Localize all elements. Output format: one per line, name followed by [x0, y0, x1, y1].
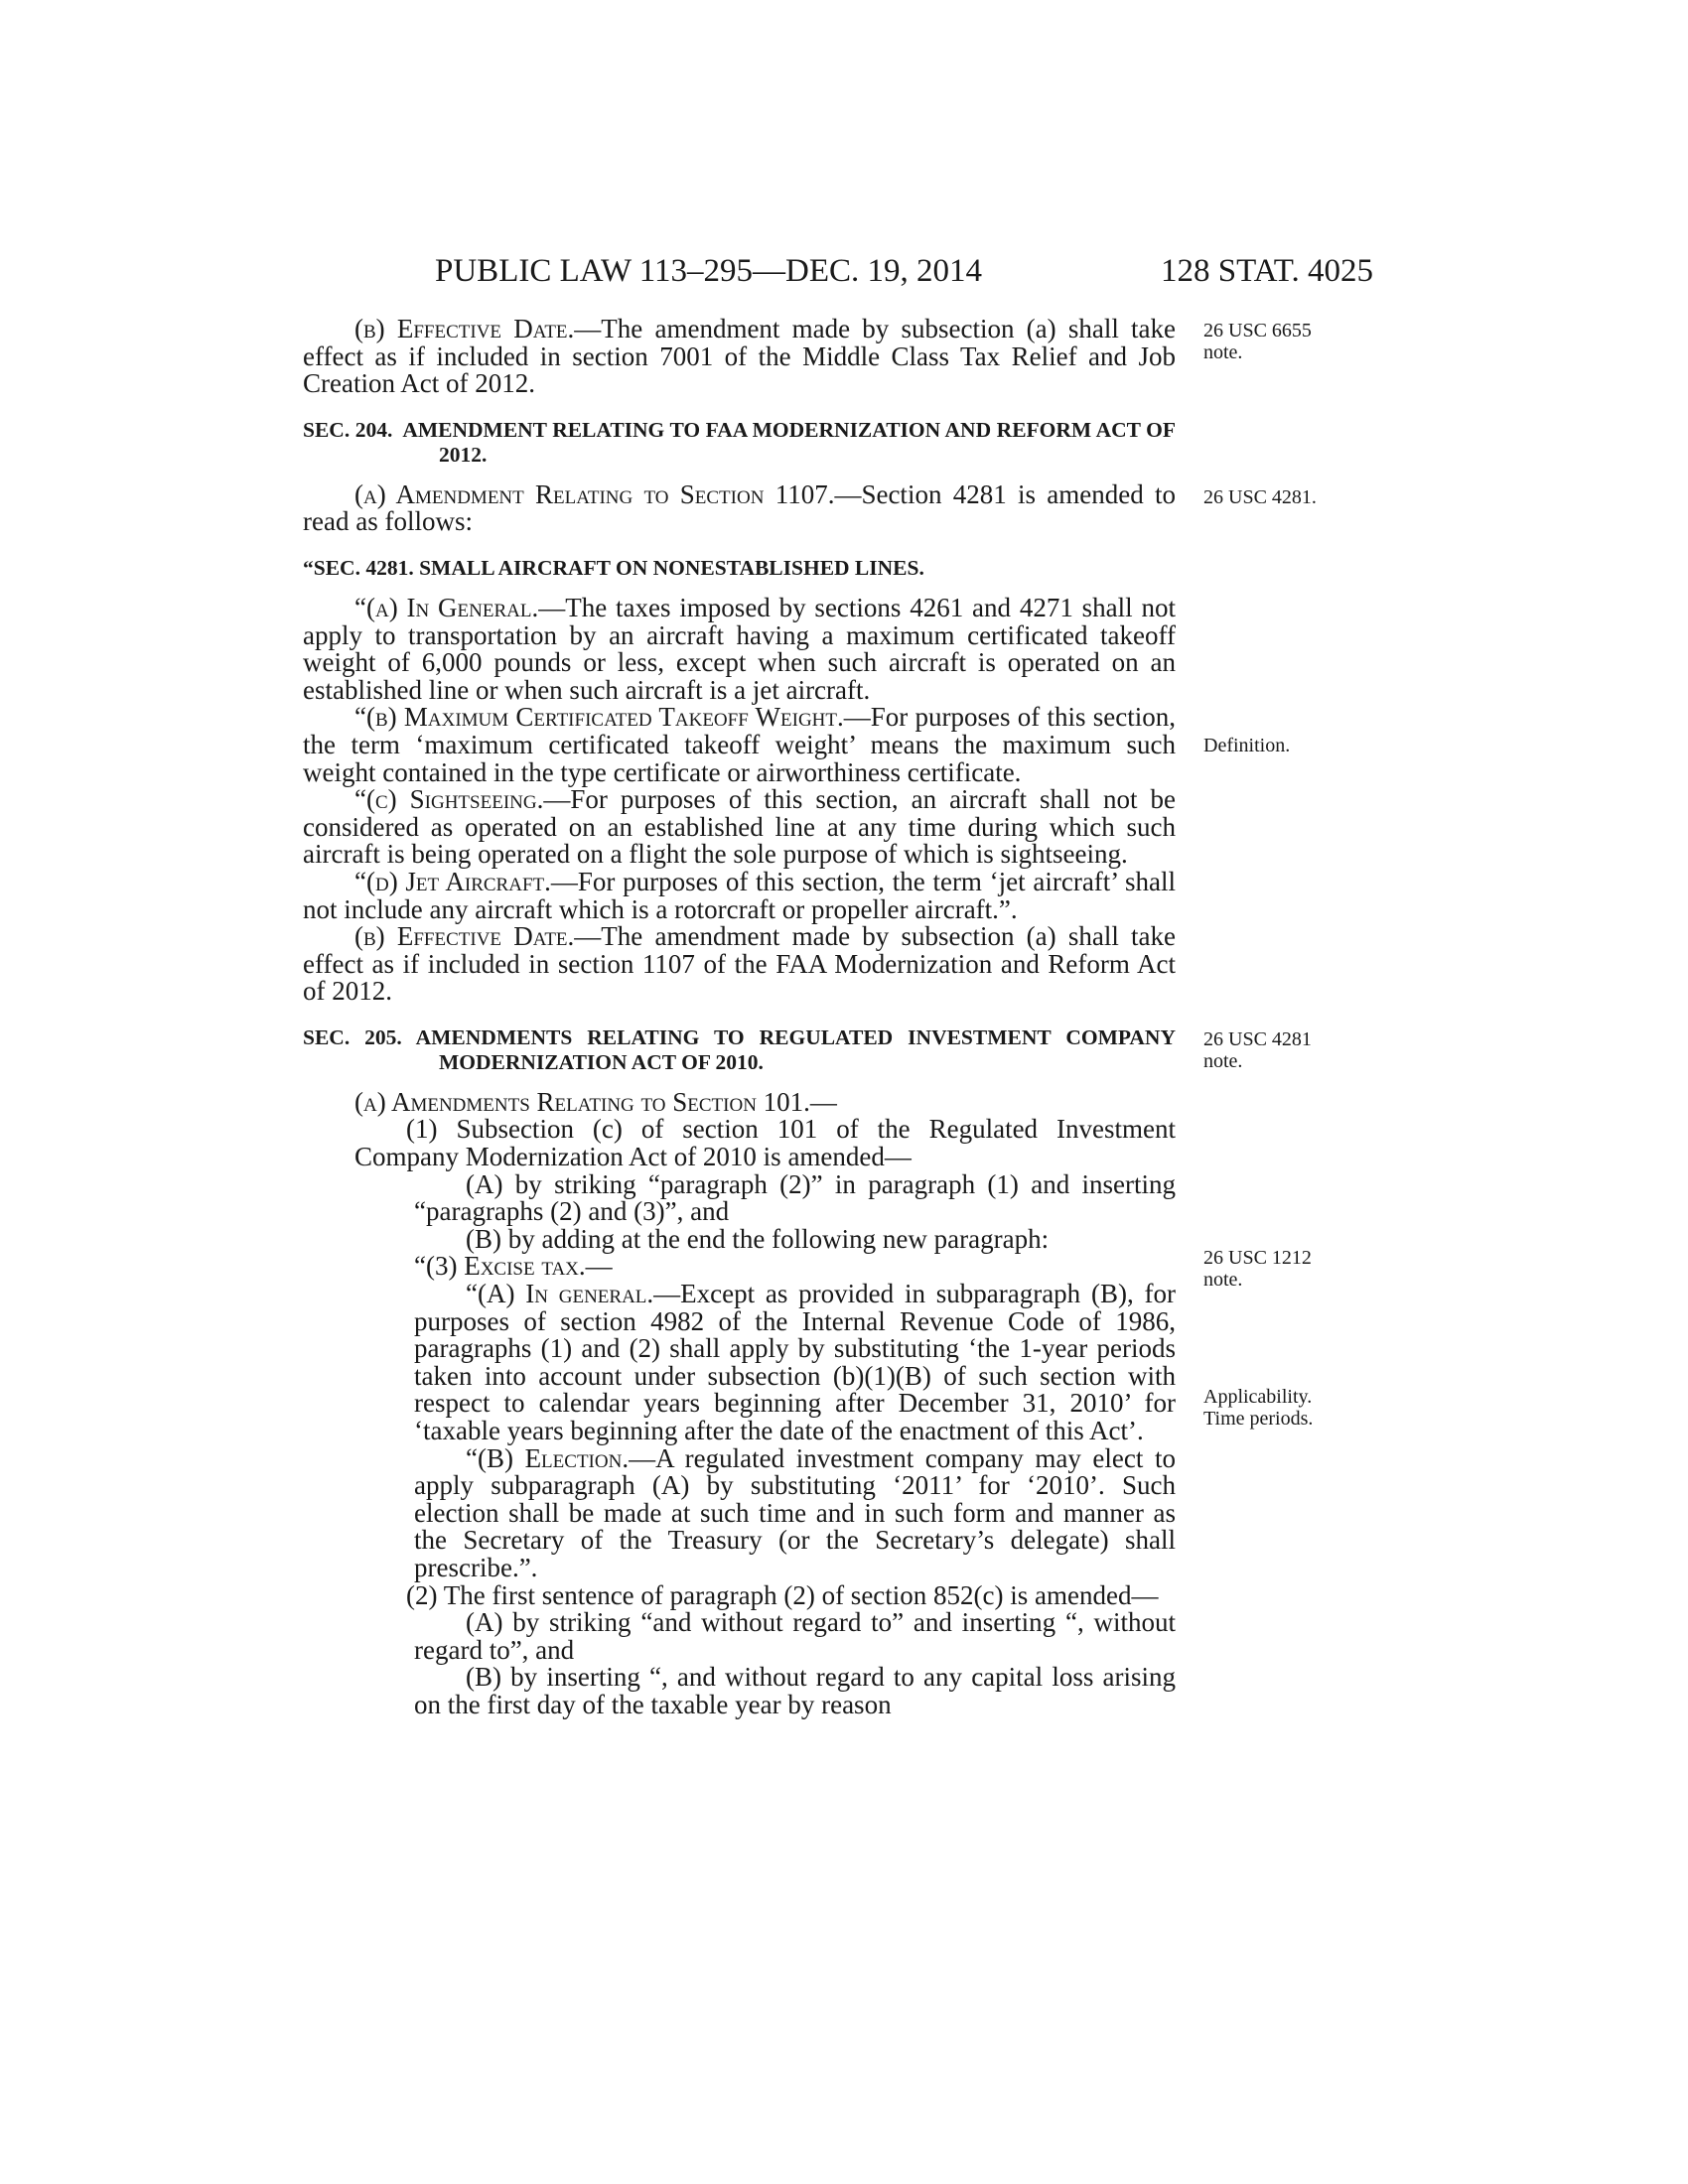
quoted-subsection-d — [303, 866, 1177, 924]
paragraph-heading: (a) Amendment Relating to Section 1107. — [354, 478, 835, 509]
paragraph-2: (2) The first sentence of paragraph (2) of section 852(c) is amended— — [406, 1579, 1159, 1610]
statute-page-number: 128 STAT. 4025 — [1160, 253, 1373, 289]
quoted-subsection-c — [303, 786, 1176, 869]
paragraph-effective-date-2 — [303, 923, 1176, 1006]
section-number: SEC. 204. — [303, 417, 393, 442]
paragraph-text: —Section 4281 is amended to read as follows: — [303, 478, 1176, 537]
quoted-subsection-b — [303, 704, 1176, 786]
margin-note-definition: Definition. — [1203, 735, 1291, 756]
paragraph-heading: “(b) Maximum Certificated Takeoff Weight. — [354, 702, 844, 733]
section-title: AMENDMENT RELATING TO FAA MODERNIZATION AND REFORM ACT OF 2012. — [402, 417, 1176, 467]
public-law-citation: PUBLIC LAW 113–295—DEC. 19, 2014 — [435, 253, 983, 289]
paragraph-text: —For purposes of this section, the term ‘jet aircraft’ shall not include any aircraft which is a rotorcraft or propeller aircraft.”. — [303, 866, 1177, 924]
quoted-section-4281-heading: “SEC. 4281. SMALL AIRCRAFT ON NONESTABLISHED LINES. — [303, 555, 924, 580]
margin-note-applicability: Applicability. Time periods. — [1203, 1386, 1314, 1430]
paragraph-heading: (b) Effective Date. — [354, 921, 575, 952]
subparagraph-1-a: (A) by striking “paragraph (2)” in paragraph (1) and inserting “paragraphs (2) and (3)”, and — [414, 1168, 1176, 1227]
paragraph-heading: “(3) Excise tax. — [414, 1251, 586, 1282]
subparagraph-2-b: (B) by inserting “, and without regard to any capital loss arising on the first day of the taxable year by reason — [414, 1662, 1176, 1719]
paragraph-text: —Except as provided in subparagraph (B), for purposes of section 4982 of the Internal Revenue Code of 1986, paragraphs (1) and (2) shall apply by substituting ‘the 1-year periods taken into account under subsection (b)(1)(B) of such section with respect to calendar years beginning after December 31, 2010’ for ‘taxable years beginning after the date of the enactment of this Act’. — [414, 1279, 1176, 1445]
margin-note-26-usc-4281: 26 USC 4281. — [1203, 486, 1317, 508]
section-number: SEC. 205. — [303, 1024, 402, 1049]
paragraph-heading: “(B) Election. — [466, 1442, 630, 1473]
subparagraph-2-a: (A) by striking “and without regard to” and inserting “, without regard to”, and — [414, 1607, 1176, 1665]
paragraph-effective-date-1 — [303, 316, 1176, 398]
margin-note-26-usc-6655: 26 USC 6655 note. — [1203, 320, 1312, 363]
document-body — [303, 316, 1176, 1719]
paragraph-excise-tax — [303, 1253, 1176, 1281]
paragraph-text: — — [585, 1251, 613, 1282]
paragraph-amendment-1107 — [303, 478, 1176, 537]
paragraph-text: —For purposes of this section, an aircraft shall not be considered as operated on an established line at any time during which such aircraft is being operated on a flight the sole purpose of which is sightseeing. — [303, 784, 1176, 870]
paragraph-heading: “(d) Jet Aircraft. — [354, 866, 551, 896]
paragraph-1: (1) Subsection (c) of section 101 of the Regulated Investment Company Modernization Act of 2010 is amended— — [354, 1114, 1176, 1172]
paragraph-amendments-section-101 — [303, 1086, 1176, 1117]
subparagraph-in-general — [303, 1281, 1176, 1445]
section-204-heading — [303, 418, 1176, 468]
paragraph-heading: “(A) In general. — [466, 1279, 654, 1309]
quoted-subsection-a — [303, 592, 1176, 705]
paragraph-text: —The taxes imposed by sections 4261 and 4271 shall not apply to transportation by an aircraft having a maximum certificated takeoff weight of 6,000 pounds or less, except when such aircraft is operated on an established line or when such aircraft is a jet aircraft. — [303, 592, 1176, 705]
paragraph-heading: “(c) Sightseeing. — [354, 784, 544, 815]
section-title: AMENDMENTS RELATING TO REGULATED INVESTMENT COMPANY MODERNIZATION ACT OF 2010. — [415, 1024, 1176, 1074]
subparagraph-election — [303, 1442, 1176, 1582]
paragraph-text: —For purposes of this section, the term ‘maximum certificated takeoff weight’ means the maximum such weight contained in the type certificate or airworthiness certificate. — [303, 702, 1176, 787]
margin-note-26-usc-1212: 26 USC 1212 note. — [1203, 1247, 1312, 1291]
paragraph-heading: (b) Effective Date. — [354, 314, 575, 343]
paragraph-text: —The amendment made by subsection (a) shall take effect as if included in section 7001 of the Middle Class Tax Relief and Job Creation Act of 2012. — [303, 314, 1176, 399]
paragraph-heading: (a) Amendments Relating to Section 101. — [354, 1086, 810, 1117]
margin-note-26-usc-4281-note: 26 USC 4281 note. — [1203, 1028, 1312, 1072]
paragraph-text: —The amendment made by subsection (a) shall take effect as if included in section 1107 of the FAA Modernization and Reform Act of 2012. — [303, 921, 1176, 1007]
paragraph-heading: “(a) In General. — [354, 592, 539, 622]
section-205-heading — [303, 1025, 1176, 1075]
paragraph-text: —A regulated investment company may elect to apply subparagraph (A) by substituting ‘2011’ for ‘2010’. Such election shall be made at such time and in such form and manner as the Secretary of the Treasury (or the Secretary’s delegate) shall prescribe.”. — [414, 1442, 1176, 1582]
page-header — [303, 251, 1373, 291]
subparagraph-1-b: (B) by adding at the end the following new paragraph: — [466, 1223, 1050, 1254]
paragraph-text: — — [809, 1086, 837, 1117]
